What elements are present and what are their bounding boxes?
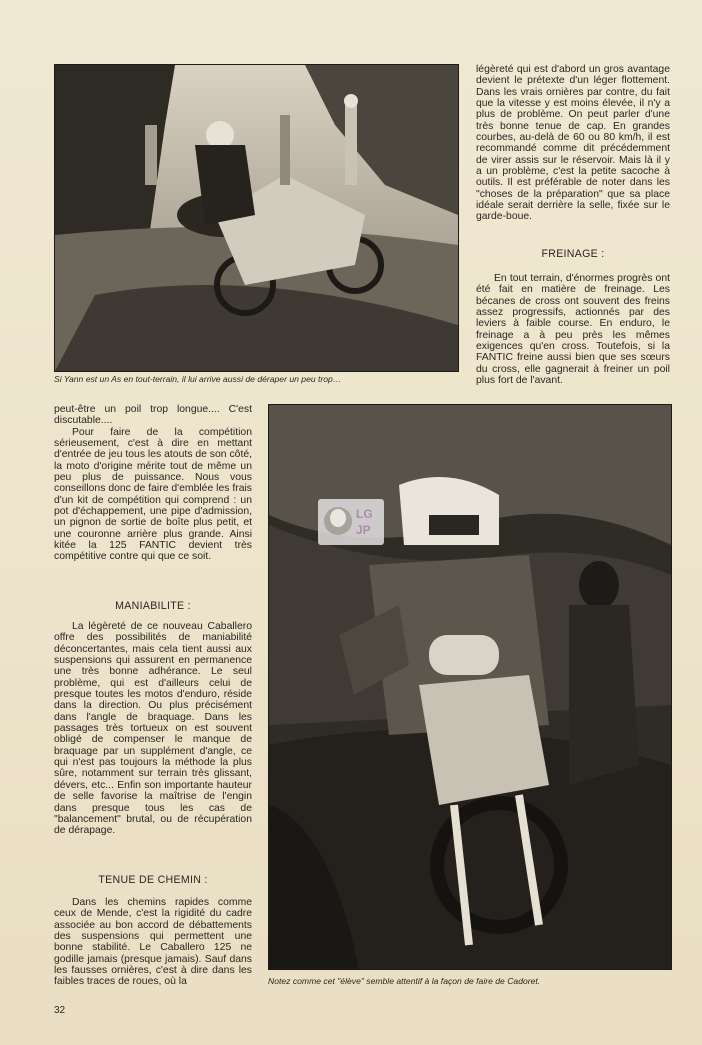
top-photo: [54, 64, 459, 372]
bottom-photo: [268, 404, 672, 970]
tenue-paragraph: Dans les chemins rapides comme ceux de Mende, c'est la rigidité du cadre associée au bon accord de débattements des suspensions qui permettent une bonne stabilité. Le Caballero 125 ne godille jamais (presque jamais). Sauf dans les fausses ornières, c'est à dire dans les faibles traces de roues, où la: [54, 897, 252, 988]
svg-text:JP: JP: [356, 523, 371, 537]
heading-maniabilite: MANIABILITE :: [115, 600, 191, 612]
freinage-column: [476, 273, 670, 386]
freinage-paragraph: En tout terrain, d'énormes progrès ont été fait en matière de freinage. Les bécanes de cross ont souvent des freins assez progressifs, actionnés par des leviers à faible course. En enduro, le freinage a à peu près les mêmes exigences qu'en cross. Toutefois, si la FANTIC freine aussi bien que ses sœurs du cross, elle gagnerait à freiner un poil plus fort de l'avant.: [476, 273, 670, 387]
competition-paragraph: Pour faire de la compétition sérieusement, c'est à dire en mettant d'entrée de jeu tous les atouts de son côté, la moto d'origine mérite tout de même un peu plus de puissance. Nous vous conseillons donc de faire d'emblée les frais d'un kit de compétition qui comprend : un pot d'échappement, une pipe d'admission, un pignon de sortie de boîte plus petit, et une couronne arrière plus grande. Ainsi kitée la 125 FANTIC devient très compétitive contre qui que ce soit.: [54, 426, 252, 563]
photo-icon: [269, 405, 671, 969]
left-column-mid: [54, 621, 252, 837]
intro-paragraph-right: légèreté qui est d'abord un gros avantage devient le prétexte d'un léger flottement. Dans les vrais ornières par contre, du fait que la vitesse y est moins élevée, il n'y a plus de problème. On peut parler d'une très bonne tenue de cap. En grandes courbes, au-delà de 60 ou 80 km/h, il est recommandé comme dit précédemment de virer assis sur le réservoir. Mais là il y a un problème, c'est la petite sacoche à outils. Il est préférable de noter dans les "choses de la préparation" que sa place idéale serait derrière la selle, fixée sur le garde-boue.: [476, 64, 670, 223]
right-top-column: [476, 64, 670, 223]
svg-text:LG: LG: [356, 507, 373, 521]
left-intro-paragraph: peut-être un poil trop longue.... C'est discutable....: [54, 404, 252, 427]
left-column-bottom: [54, 897, 252, 988]
heading-tenue-de-chemin: TENUE DE CHEMIN :: [98, 874, 208, 886]
photo-icon: [55, 65, 458, 371]
left-column-top: [54, 404, 252, 563]
lgjp-watermark-logo: [318, 499, 384, 545]
maniabilite-paragraph: La légèreté de ce nouveau Caballero offre des possibilités de maniabilité déconcertantes, mais cela tient aussi aux suspensions qui assurent en permanence une très bonne adhérance. Le seul problème, qui est d'ailleurs celui de presque toutes les motos d'enduro, réside dans la direction. Ou plus précisément dans l'angle de braquage. Dans les passages très tortueux on est souvent obligé de compenser le manque de braquage par un supplément d'angle, ce qui n'est pas toujours la méthode la plus sûre, notamment sur terrain très glissant, dévers, etc... Enfin son importante hauteur de selle favorise la maîtrise de l'engin dans presque tous les cas de "balancement" brutal, ou de récupération de dérapage.: [54, 621, 252, 837]
heading-freinage: FREINAGE :: [541, 248, 605, 260]
top-photo-caption: Si Yann est un As en tout-terrain, il lui arrive aussi de déraper un peu trop…: [54, 374, 342, 384]
lgjp-logo-icon: [320, 501, 382, 543]
page-number: 32: [54, 1005, 66, 1016]
bottom-photo-caption: Notez comme cet "élève" semble attentif à la façon de faire de Cadoret.: [268, 976, 541, 986]
